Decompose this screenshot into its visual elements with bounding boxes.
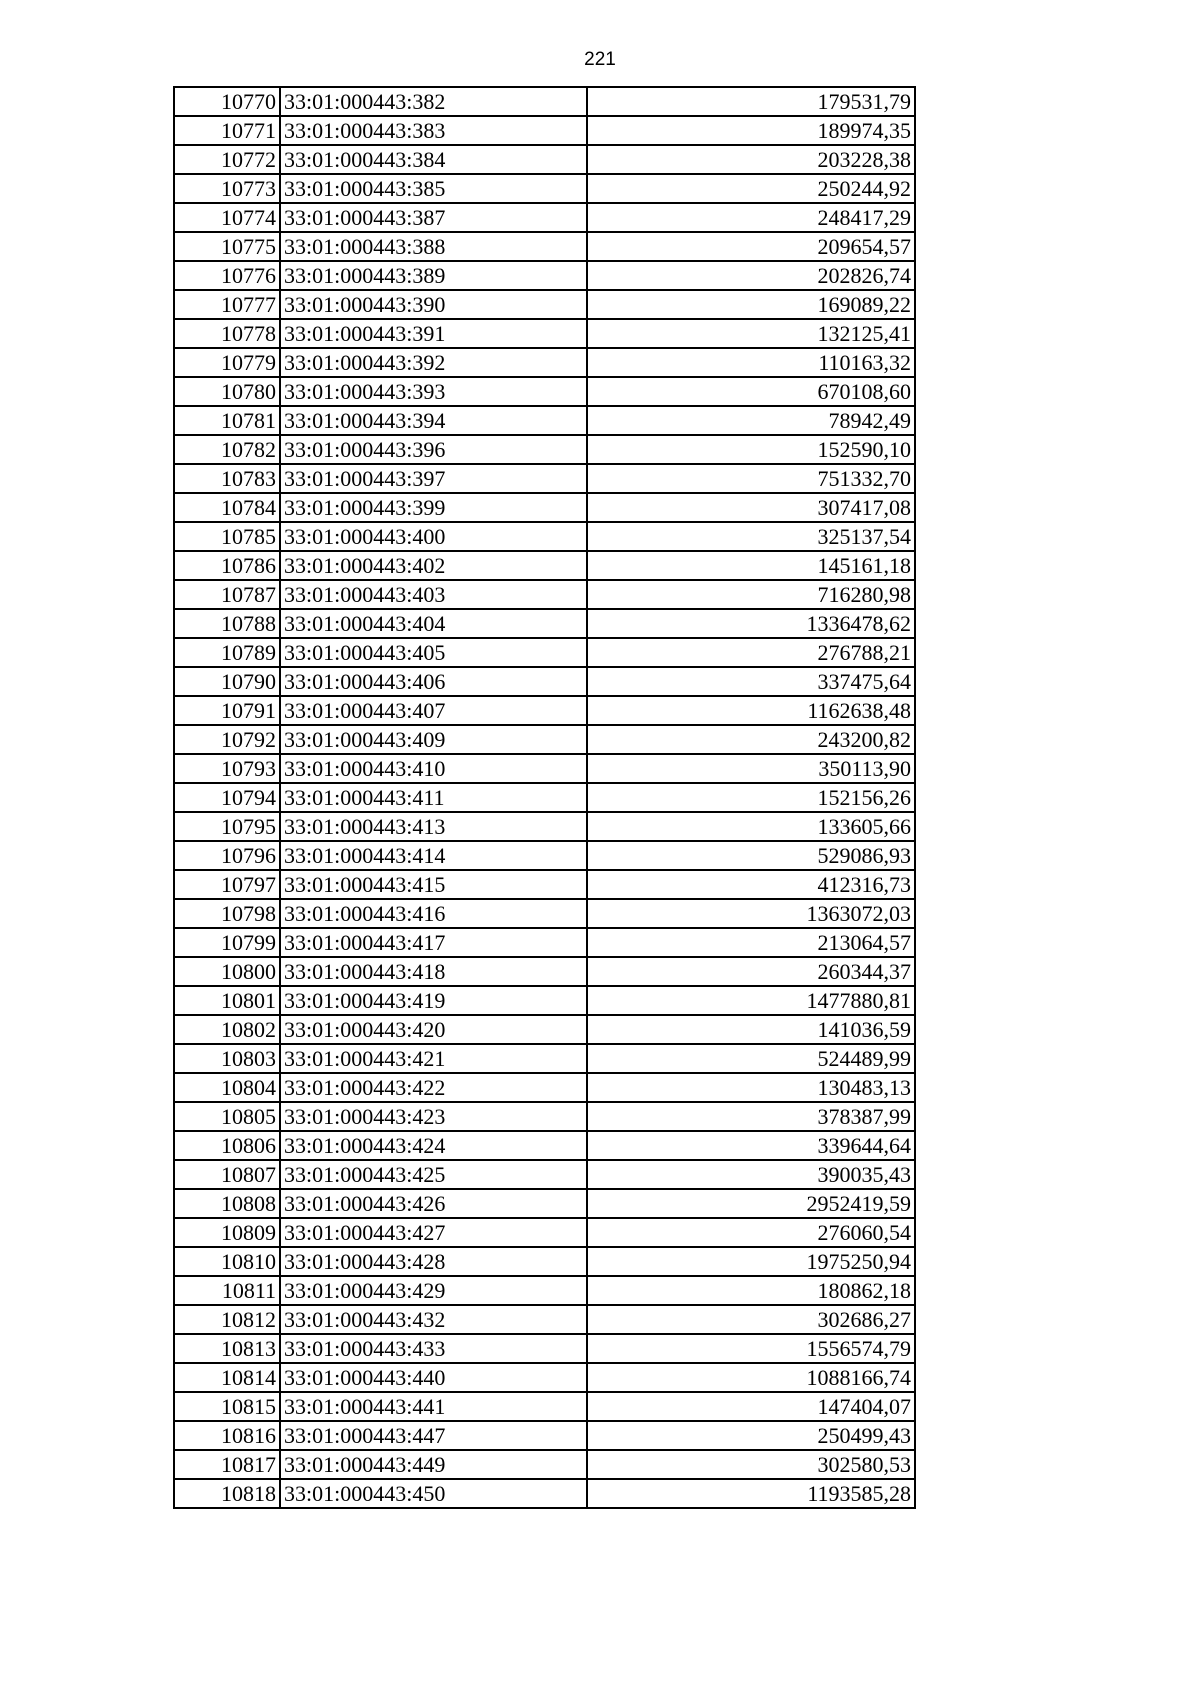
row-number-cell: 10804 xyxy=(174,1073,280,1102)
cadastral-value-cell: 2952419,59 xyxy=(587,1189,915,1218)
row-number-cell: 10775 xyxy=(174,232,280,261)
table-row xyxy=(174,1160,915,1189)
page-number: 221 xyxy=(584,49,616,70)
row-number-cell: 10795 xyxy=(174,812,280,841)
row-number-cell: 10803 xyxy=(174,1044,280,1073)
cadastral-value-cell: 213064,57 xyxy=(587,928,915,957)
cadastral-value-cell: 412316,73 xyxy=(587,870,915,899)
cadastral-number-cell: 33:01:000443:407 xyxy=(280,696,587,725)
table-row xyxy=(174,1247,915,1276)
table-row xyxy=(174,406,915,435)
row-number-cell: 10813 xyxy=(174,1334,280,1363)
table-row xyxy=(174,87,915,116)
row-number-cell: 10793 xyxy=(174,754,280,783)
cadastral-number-cell: 33:01:000443:400 xyxy=(280,522,587,551)
row-number-cell: 10783 xyxy=(174,464,280,493)
cadastral-number-cell: 33:01:000443:419 xyxy=(280,986,587,1015)
cadastral-number-cell: 33:01:000443:415 xyxy=(280,870,587,899)
table-row xyxy=(174,464,915,493)
cadastral-number-cell: 33:01:000443:416 xyxy=(280,899,587,928)
cadastral-value-cell: 1556574,79 xyxy=(587,1334,915,1363)
cadastral-value-cell: 529086,93 xyxy=(587,841,915,870)
row-number-cell: 10809 xyxy=(174,1218,280,1247)
row-number-cell: 10770 xyxy=(174,87,280,116)
table-row xyxy=(174,1015,915,1044)
cadastral-number-cell: 33:01:000443:449 xyxy=(280,1450,587,1479)
cadastral-number-cell: 33:01:000443:414 xyxy=(280,841,587,870)
cadastral-value-cell: 1477880,81 xyxy=(587,986,915,1015)
row-number-cell: 10815 xyxy=(174,1392,280,1421)
cadastral-number-cell: 33:01:000443:425 xyxy=(280,1160,587,1189)
cadastral-number-cell: 33:01:000443:405 xyxy=(280,638,587,667)
table-row xyxy=(174,1305,915,1334)
cadastral-number-cell: 33:01:000443:387 xyxy=(280,203,587,232)
table-row xyxy=(174,493,915,522)
cadastral-number-cell: 33:01:000443:441 xyxy=(280,1392,587,1421)
table-row xyxy=(174,377,915,406)
row-number-cell: 10792 xyxy=(174,725,280,754)
cadastral-value-cell: 202826,74 xyxy=(587,261,915,290)
table-row xyxy=(174,754,915,783)
cadastral-value-cell: 152590,10 xyxy=(587,435,915,464)
row-number-cell: 10772 xyxy=(174,145,280,174)
table-row xyxy=(174,1218,915,1247)
cadastral-number-cell: 33:01:000443:393 xyxy=(280,377,587,406)
table-row xyxy=(174,1102,915,1131)
row-number-cell: 10778 xyxy=(174,319,280,348)
cadastral-number-cell: 33:01:000443:427 xyxy=(280,1218,587,1247)
cadastral-number-cell: 33:01:000443:423 xyxy=(280,1102,587,1131)
row-number-cell: 10776 xyxy=(174,261,280,290)
row-number-cell: 10789 xyxy=(174,638,280,667)
cadastral-number-cell: 33:01:000443:422 xyxy=(280,1073,587,1102)
table-row xyxy=(174,1450,915,1479)
table-row xyxy=(174,116,915,145)
cadastral-number-cell: 33:01:000443:388 xyxy=(280,232,587,261)
cadastral-value-cell: 209654,57 xyxy=(587,232,915,261)
row-number-cell: 10816 xyxy=(174,1421,280,1450)
table-row xyxy=(174,203,915,232)
row-number-cell: 10785 xyxy=(174,522,280,551)
cadastral-value-cell: 716280,98 xyxy=(587,580,915,609)
cadastral-number-cell: 33:01:000443:390 xyxy=(280,290,587,319)
cadastral-value-table xyxy=(173,86,916,1509)
cadastral-value-cell: 78942,49 xyxy=(587,406,915,435)
cadastral-value-cell: 378387,99 xyxy=(587,1102,915,1131)
table-row xyxy=(174,1073,915,1102)
table-row xyxy=(174,870,915,899)
cadastral-number-cell: 33:01:000443:397 xyxy=(280,464,587,493)
row-number-cell: 10787 xyxy=(174,580,280,609)
cadastral-value-cell: 250244,92 xyxy=(587,174,915,203)
cadastral-value-cell: 132125,41 xyxy=(587,319,915,348)
cadastral-value-cell: 751332,70 xyxy=(587,464,915,493)
cadastral-value-cell: 350113,90 xyxy=(587,754,915,783)
cadastral-value-cell: 524489,99 xyxy=(587,1044,915,1073)
table-row xyxy=(174,1363,915,1392)
cadastral-value-cell: 147404,07 xyxy=(587,1392,915,1421)
cadastral-number-cell: 33:01:000443:440 xyxy=(280,1363,587,1392)
cadastral-value-cell: 390035,43 xyxy=(587,1160,915,1189)
row-number-cell: 10818 xyxy=(174,1479,280,1508)
cadastral-number-cell: 33:01:000443:418 xyxy=(280,957,587,986)
cadastral-value-cell: 179531,79 xyxy=(587,87,915,116)
cadastral-number-cell: 33:01:000443:383 xyxy=(280,116,587,145)
table-row xyxy=(174,1421,915,1450)
row-number-cell: 10798 xyxy=(174,899,280,928)
cadastral-value-cell: 276060,54 xyxy=(587,1218,915,1247)
cadastral-number-cell: 33:01:000443:450 xyxy=(280,1479,587,1508)
table-row xyxy=(174,580,915,609)
table-row xyxy=(174,1479,915,1508)
table-row xyxy=(174,1189,915,1218)
cadastral-value-cell: 670108,60 xyxy=(587,377,915,406)
table-row xyxy=(174,928,915,957)
row-number-cell: 10814 xyxy=(174,1363,280,1392)
cadastral-number-cell: 33:01:000443:432 xyxy=(280,1305,587,1334)
row-number-cell: 10802 xyxy=(174,1015,280,1044)
cadastral-value-cell: 307417,08 xyxy=(587,493,915,522)
row-number-cell: 10791 xyxy=(174,696,280,725)
row-number-cell: 10810 xyxy=(174,1247,280,1276)
row-number-cell: 10771 xyxy=(174,116,280,145)
row-number-cell: 10788 xyxy=(174,609,280,638)
cadastral-value-cell: 243200,82 xyxy=(587,725,915,754)
table-row xyxy=(174,986,915,1015)
cadastral-value-cell: 302686,27 xyxy=(587,1305,915,1334)
table-row xyxy=(174,1276,915,1305)
cadastral-value-cell: 250499,43 xyxy=(587,1421,915,1450)
cadastral-value-cell: 1336478,62 xyxy=(587,609,915,638)
cadastral-number-cell: 33:01:000443:403 xyxy=(280,580,587,609)
row-number-cell: 10794 xyxy=(174,783,280,812)
table-row xyxy=(174,290,915,319)
cadastral-number-cell: 33:01:000443:417 xyxy=(280,928,587,957)
cadastral-value-cell: 169089,22 xyxy=(587,290,915,319)
row-number-cell: 10807 xyxy=(174,1160,280,1189)
cadastral-value-cell: 110163,32 xyxy=(587,348,915,377)
row-number-cell: 10812 xyxy=(174,1305,280,1334)
cadastral-number-cell: 33:01:000443:413 xyxy=(280,812,587,841)
row-number-cell: 10781 xyxy=(174,406,280,435)
cadastral-number-cell: 33:01:000443:389 xyxy=(280,261,587,290)
table-row xyxy=(174,435,915,464)
table-row xyxy=(174,174,915,203)
cadastral-value-cell: 130483,13 xyxy=(587,1073,915,1102)
cadastral-number-cell: 33:01:000443:404 xyxy=(280,609,587,638)
row-number-cell: 10784 xyxy=(174,493,280,522)
cadastral-number-cell: 33:01:000443:426 xyxy=(280,1189,587,1218)
cadastral-number-cell: 33:01:000443:394 xyxy=(280,406,587,435)
table-row xyxy=(174,522,915,551)
row-number-cell: 10806 xyxy=(174,1131,280,1160)
row-number-cell: 10801 xyxy=(174,986,280,1015)
cadastral-number-cell: 33:01:000443:424 xyxy=(280,1131,587,1160)
cadastral-number-cell: 33:01:000443:384 xyxy=(280,145,587,174)
cadastral-value-cell: 133605,66 xyxy=(587,812,915,841)
row-number-cell: 10790 xyxy=(174,667,280,696)
table-row xyxy=(174,725,915,754)
cadastral-value-cell: 152156,26 xyxy=(587,783,915,812)
table-row xyxy=(174,1131,915,1160)
table-row xyxy=(174,1334,915,1363)
cadastral-number-cell: 33:01:000443:391 xyxy=(280,319,587,348)
cadastral-value-cell: 141036,59 xyxy=(587,1015,915,1044)
cadastral-number-cell: 33:01:000443:421 xyxy=(280,1044,587,1073)
row-number-cell: 10800 xyxy=(174,957,280,986)
cadastral-number-cell: 33:01:000443:429 xyxy=(280,1276,587,1305)
table-row xyxy=(174,696,915,725)
table-row xyxy=(174,899,915,928)
row-number-cell: 10805 xyxy=(174,1102,280,1131)
cadastral-value-cell: 189974,35 xyxy=(587,116,915,145)
table-row xyxy=(174,667,915,696)
cadastral-value-cell: 339644,64 xyxy=(587,1131,915,1160)
table-row xyxy=(174,609,915,638)
row-number-cell: 10797 xyxy=(174,870,280,899)
cadastral-number-cell: 33:01:000443:396 xyxy=(280,435,587,464)
cadastral-number-cell: 33:01:000443:406 xyxy=(280,667,587,696)
cadastral-value-cell: 1363072,03 xyxy=(587,899,915,928)
row-number-cell: 10774 xyxy=(174,203,280,232)
cadastral-number-cell: 33:01:000443:392 xyxy=(280,348,587,377)
cadastral-value-cell: 203228,38 xyxy=(587,145,915,174)
cadastral-value-cell: 248417,29 xyxy=(587,203,915,232)
row-number-cell: 10777 xyxy=(174,290,280,319)
table-row xyxy=(174,1044,915,1073)
table-row xyxy=(174,261,915,290)
row-number-cell: 10782 xyxy=(174,435,280,464)
cadastral-number-cell: 33:01:000443:447 xyxy=(280,1421,587,1450)
table-row xyxy=(174,783,915,812)
cadastral-number-cell: 33:01:000443:433 xyxy=(280,1334,587,1363)
table-row xyxy=(174,348,915,377)
row-number-cell: 10779 xyxy=(174,348,280,377)
cadastral-value-cell: 276788,21 xyxy=(587,638,915,667)
row-number-cell: 10799 xyxy=(174,928,280,957)
cadastral-value-cell: 337475,64 xyxy=(587,667,915,696)
cadastral-number-cell: 33:01:000443:402 xyxy=(280,551,587,580)
row-number-cell: 10786 xyxy=(174,551,280,580)
row-number-cell: 10780 xyxy=(174,377,280,406)
cadastral-number-cell: 33:01:000443:411 xyxy=(280,783,587,812)
cadastral-number-cell: 33:01:000443:385 xyxy=(280,174,587,203)
cadastral-number-cell: 33:01:000443:420 xyxy=(280,1015,587,1044)
row-number-cell: 10811 xyxy=(174,1276,280,1305)
table-row xyxy=(174,551,915,580)
table-body xyxy=(174,87,915,1508)
table-row xyxy=(174,957,915,986)
cadastral-number-cell: 33:01:000443:382 xyxy=(280,87,587,116)
cadastral-value-cell: 1975250,94 xyxy=(587,1247,915,1276)
row-number-cell: 10796 xyxy=(174,841,280,870)
table-row xyxy=(174,319,915,348)
table-row xyxy=(174,1392,915,1421)
row-number-cell: 10773 xyxy=(174,174,280,203)
row-number-cell: 10817 xyxy=(174,1450,280,1479)
table-row xyxy=(174,841,915,870)
cadastral-value-cell: 1088166,74 xyxy=(587,1363,915,1392)
cadastral-value-cell: 302580,53 xyxy=(587,1450,915,1479)
cadastral-number-cell: 33:01:000443:399 xyxy=(280,493,587,522)
cadastral-number-cell: 33:01:000443:409 xyxy=(280,725,587,754)
cadastral-number-cell: 33:01:000443:410 xyxy=(280,754,587,783)
cadastral-value-cell: 1162638,48 xyxy=(587,696,915,725)
cadastral-value-cell: 325137,54 xyxy=(587,522,915,551)
row-number-cell: 10808 xyxy=(174,1189,280,1218)
cadastral-value-cell: 145161,18 xyxy=(587,551,915,580)
table-row xyxy=(174,638,915,667)
table-row xyxy=(174,812,915,841)
table-row xyxy=(174,145,915,174)
cadastral-value-cell: 1193585,28 xyxy=(587,1479,915,1508)
cadastral-value-cell: 260344,37 xyxy=(587,957,915,986)
table-row xyxy=(174,232,915,261)
cadastral-value-cell: 180862,18 xyxy=(587,1276,915,1305)
cadastral-number-cell: 33:01:000443:428 xyxy=(280,1247,587,1276)
